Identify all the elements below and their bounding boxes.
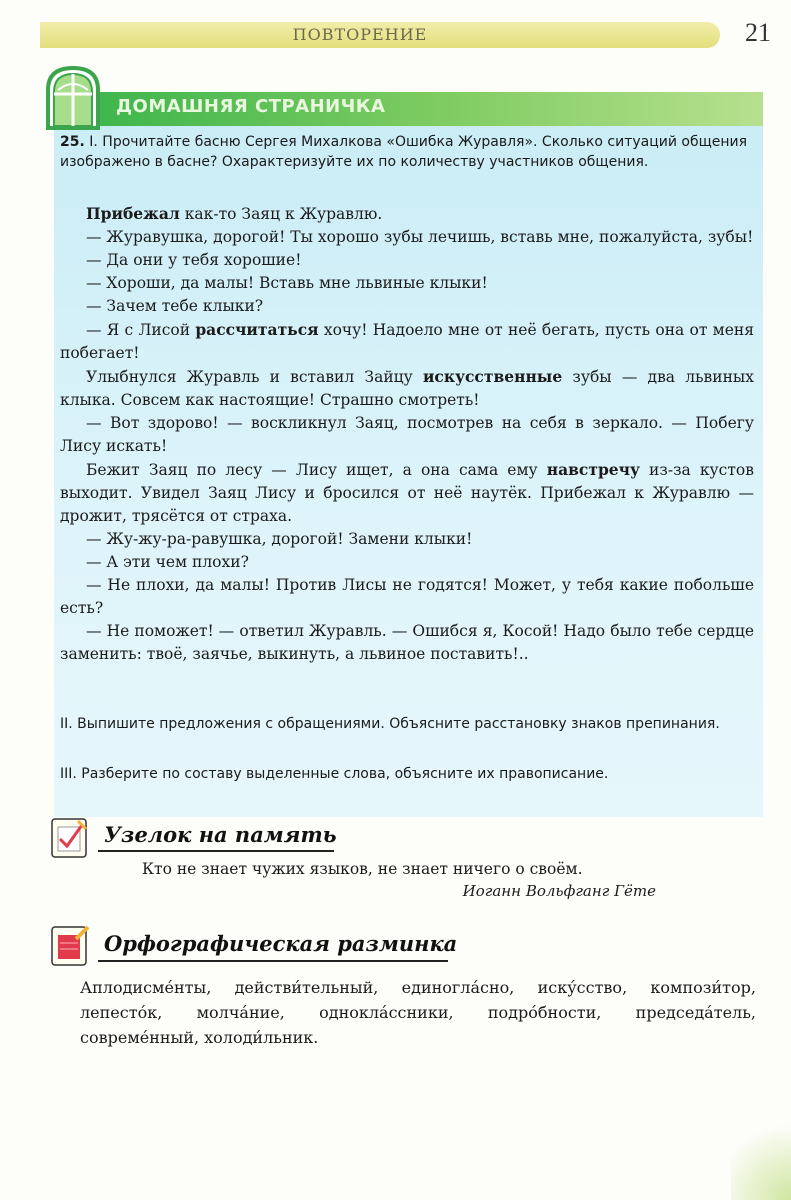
task-3: III. Разберите по составу выделенные слова, объясните их правописание. [60, 766, 609, 782]
task-1-text: I. Прочитайте басню Сергея Михалкова «Ошибка Журавля». Сколько ситуаций общения изображено в басне? Охарактеризуйте их по количеству участников общения. [60, 134, 748, 170]
warmup-title: Орфографическая разминка [104, 931, 458, 956]
homepage-banner-title: ДОМАШНЯЯ СТРАНИЧКА [116, 96, 386, 117]
memory-title: Узелок на память [104, 822, 337, 847]
fable-paragraph: — Да они у тебя хорошие! [86, 251, 302, 269]
fable-paragraph: — Жу-жу-ра-равушка, дорогой! Замени клыки! [86, 530, 473, 548]
task-number: 25. [60, 134, 85, 150]
memory-quote-author: Иоганн Вольфганг Гёте [462, 882, 656, 900]
fable-paragraph: — Хороши, да малы! Вставь мне львиные клыки! [86, 274, 488, 292]
fable-paragraph: — А эти чем плохи? [86, 553, 249, 571]
window-icon [42, 64, 104, 130]
fable-paragraph: Бежит Заяц по лесу — Лису ищет, а она сама ему навстречу из-за кустов выходит. Увидел Заяц Лису и бросился от неё наутёк. Прибежал к Журавлю — дрожит, трясётся от страха. [60, 460, 754, 525]
checkmark-note-icon [48, 815, 92, 861]
fable-paragraph: Улыбнулся Журавль и вставил Зайцу искусственные зубы — два львиных клыка. Совсем как настоящие! Страшно смотреть! [60, 367, 754, 409]
fable-paragraph: — Я с Лисой рассчитаться хочу! Надоело мне от неё бегать, пусть она от меня побегает! [60, 320, 755, 362]
memory-quote: Кто не знает чужих языков, не знает ничего о своём. [142, 860, 583, 878]
fable-paragraph: — Зачем тебе клыки? [86, 297, 264, 315]
fable-text [60, 202, 754, 666]
task-1 [60, 132, 754, 172]
section-header-title: ПОВТОРЕНИЕ [292, 25, 428, 44]
corner-decoration [731, 1110, 791, 1200]
fable-paragraph: Прибежал как-то Заяц к Журавлю. [86, 204, 383, 223]
page-number: 21 [745, 18, 771, 47]
fable-paragraph: — Не плохи, да малы! Против Лисы не годятся! Может, у тебя какие побольше есть? [60, 576, 754, 617]
fable-paragraph: — Вот здорово! — воскликнул Заяц, посмотрев на себя в зеркало. — Побегу Лису искать! [60, 414, 754, 455]
notebook-pencil-icon [48, 923, 92, 969]
fable-paragraph: — Не поможет! — ответил Журавль. — Ошибся я, Косой! Надо было тебе сердце заменить: твоё, заячье, выкинуть, а львиное поставить!.. [60, 622, 754, 663]
memory-title-rule [98, 850, 334, 852]
task-2: II. Выпишите предложения с обращениями. Объясните расстановку знаков препинания. [60, 716, 720, 732]
warmup-words: Аплодисме́нты, действи́тельный, единогла́сно, иску́сство, компози́тор, лепесто́к, молча́ние, однокла́ссники, подро́бности, председа́тель, совреме́нный, холоди́льник. [80, 978, 756, 1047]
warmup-title-rule [98, 960, 448, 962]
fable-paragraph: — Журавушка, дорогой! Ты хорошо зубы лечишь, вставь мне, пожалуйста, зубы! [86, 228, 754, 246]
